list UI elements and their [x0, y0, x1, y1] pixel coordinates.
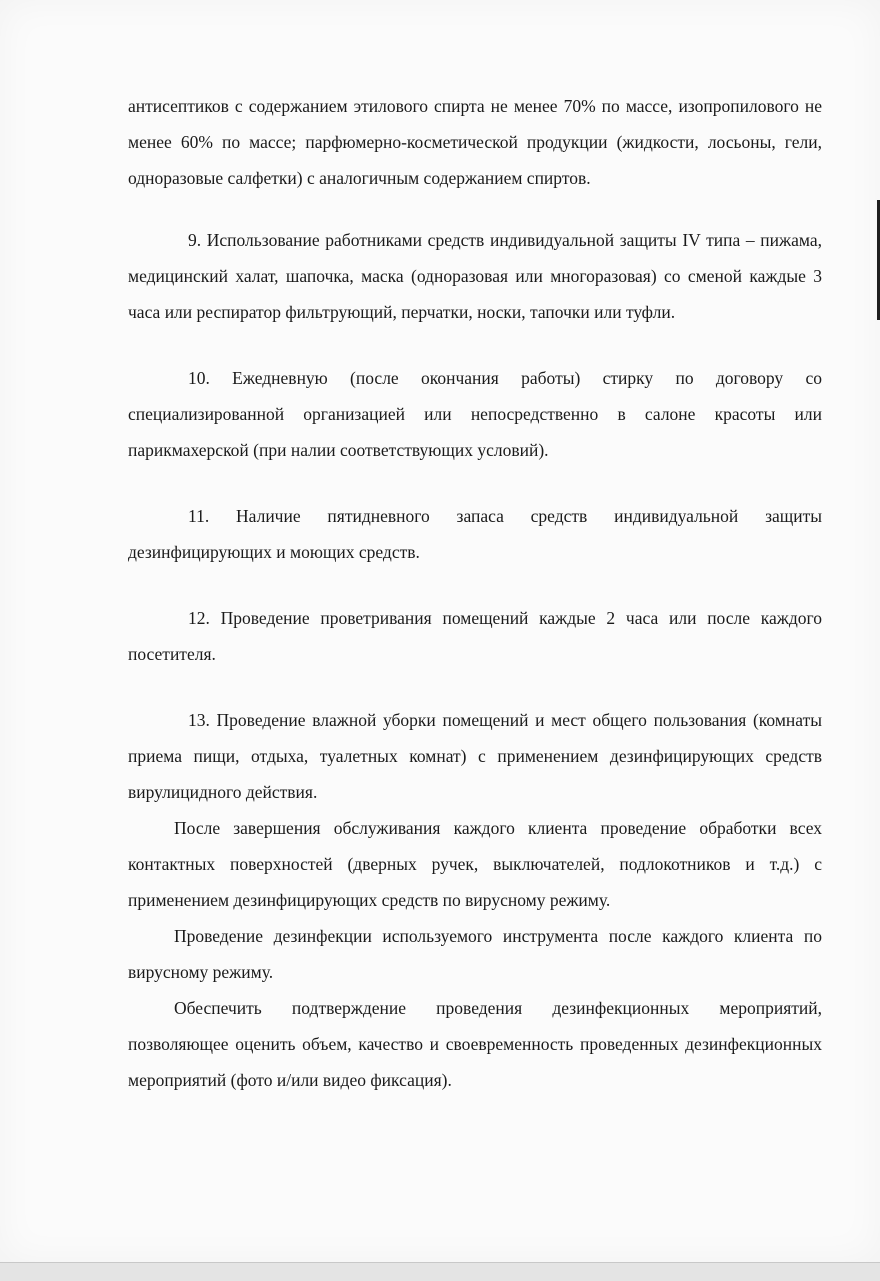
paragraph-item-10: 10. Ежедневную (после окончания работы) стирку по договору со специализированной организацией или непосредственно в салоне красоты или парикмахерской (при налии соответствующих условий).: [128, 368, 822, 460]
paragraph-antiseptics: антисептиков с содержанием этилового спирта не менее 70% по массе, изопропилового не менее 60% по массе; парфюмерно-косметической продукции (жидкости, лосьоны, гели, одноразовые салфетки) с аналогичным содержанием спиртов.: [128, 96, 822, 188]
paragraph-item-11: 11. Наличие пятидневного запаса средств индивидуальной защиты дезинфицирующих и моющих средств.: [128, 506, 822, 562]
paragraph-item-12: 12. Проведение проветривания помещений каждые 2 часа или после каждого посетителя.: [128, 608, 822, 664]
document-body: [128, 88, 822, 1098]
paragraph-instrument-disinfection: Проведение дезинфекции используемого инструмента после каждого клиента по вирусному режиму.: [128, 926, 822, 982]
next-page-edge: [0, 1262, 880, 1281]
paragraph-item-13: 13. Проведение влажной уборки помещений и мест общего пользования (комнаты приема пищи, отдыха, туалетных комнат) с применением дезинфицирующих средств вирулицидного действия.: [128, 710, 822, 802]
paragraph-contact-surfaces: После завершения обслуживания каждого клиента проведение обработки всех контактных поверхностей (дверных ручек, выключателей, подлокотников и т.д.) с применением дезинфицирующих средств по вирусному режиму.: [128, 818, 822, 910]
paragraph-confirmation: Обеспечить подтверждение проведения дезинфекционных мероприятий, позволяющее оценить объем, качество и своевременность проведенных дезинфекционных мероприятий (фото и/или видео фиксация).: [128, 998, 822, 1090]
paragraph-item-9: 9. Использование работниками средств индивидуальной защиты IV типа – пижама, медицинский халат, шапочка, маска (одноразовая или многоразовая) со сменой каждые 3 часа или респиратор фильтрующий, перчатки, носки, тапочки или туфли.: [128, 230, 822, 322]
